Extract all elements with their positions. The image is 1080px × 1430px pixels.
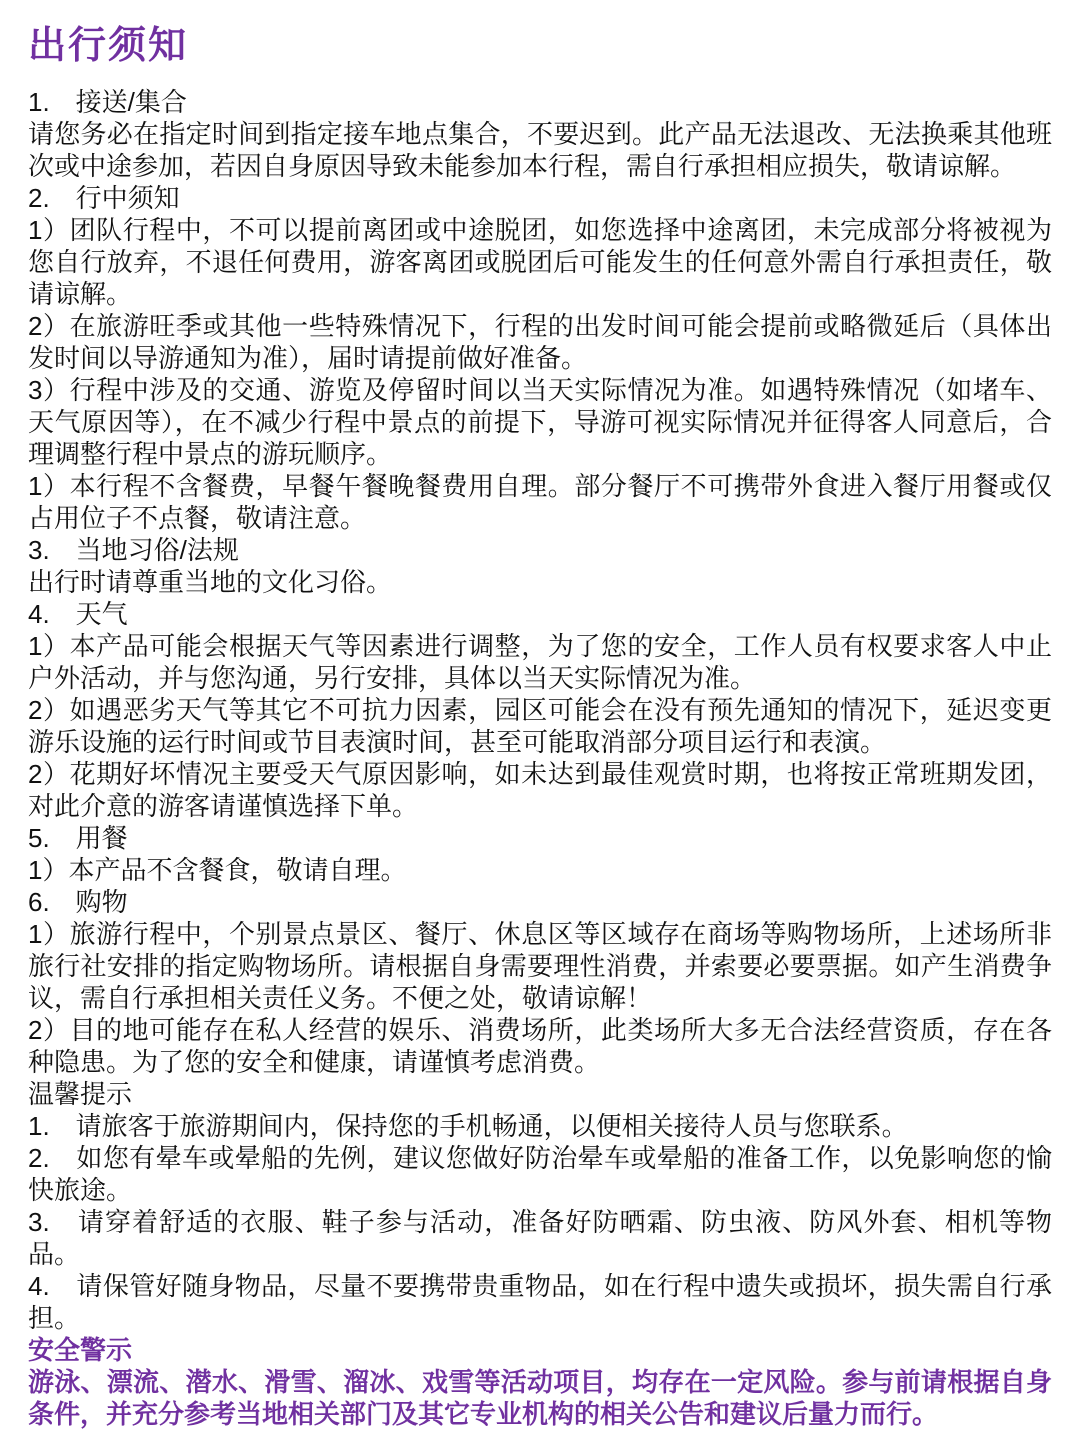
notice-paragraph: 温馨提示	[28, 1079, 133, 1109]
notice-paragraph: 1）本产品可能会根据天气等因素进行调整，为了您的安全，工作人员有权要求客人中止户外活动，并与您沟通，另行安排，具体以当天实际情况为准。	[28, 631, 1052, 693]
notice-paragraph: 1. 接送/集合	[28, 87, 187, 117]
notice-paragraph: 请您务必在指定时间到指定接车地点集合，不要迟到。此产品无法退改、无法换乘其他班次或中途参加，若因自身原因导致未能参加本行程，需自行承担相应损失，敬请谅解。	[28, 119, 1052, 181]
notice-paragraph: 2. 如您有晕车或晕船的先例，建议您做好防治晕车或晕船的准备工作，以免影响您的愉快旅途。	[28, 1143, 1052, 1205]
notice-paragraph: 2. 行中须知	[28, 183, 180, 213]
notice-paragraph: 1）团队行程中，不可以提前离团或中途脱团，如您选择中途离团，未完成部分将被视为您自行放弃，不退任何费用，游客离团或脱团后可能发生的任何意外需自行承担责任，敬请谅解。	[28, 215, 1052, 309]
notice-paragraph: 1. 请旅客于旅游期间内，保持您的手机畅通，以便相关接待人员与您联系。	[28, 1111, 908, 1141]
notice-paragraph: 1）本行程不含餐费，早餐午餐晚餐费用自理。部分餐厅不可携带外食进入餐厅用餐或仅占用位子不点餐，敬请注意。	[28, 471, 1052, 533]
notice-body	[28, 86, 1052, 1430]
safety-warning-paragraph: 游泳、漂流、潜水、滑雪、溜冰、戏雪等活动项目，均存在一定风险。参与前请根据自身条件，并充分参考当地相关部门及其它专业机构的相关公告和建议后量力而行。	[28, 1367, 1052, 1429]
notice-paragraph: 3. 请穿着舒适的衣服、鞋子参与活动，准备好防晒霜、防虫液、防风外套、相机等物品。	[28, 1207, 1052, 1269]
safety-warning-heading: 安全警示	[28, 1335, 133, 1365]
notice-paragraph: 2）目的地可能存在私人经营的娱乐、消费场所，此类场所大多无合法经营资质，存在各种隐患。为了您的安全和健康，请谨慎考虑消费。	[28, 1015, 1052, 1077]
notice-paragraph: 3. 当地习俗/法规	[28, 535, 239, 565]
page-title: 出行须知	[28, 25, 189, 67]
notice-paragraph: 2）如遇恶劣天气等其它不可抗力因素，园区可能会在没有预先通知的情况下，延迟变更游乐设施的运行时间或节目表演时间，甚至可能取消部分项目运行和表演。	[28, 695, 1052, 757]
notice-paragraph: 4. 请保管好随身物品，尽量不要携带贵重物品，如在行程中遗失或损坏，损失需自行承担。	[28, 1271, 1052, 1333]
notice-paragraph: 6. 购物	[28, 887, 128, 917]
notice-paragraph: 出行时请尊重当地的文化习俗。	[28, 567, 393, 597]
notice-paragraph: 1）本产品不含餐食，敬请自理。	[28, 855, 407, 885]
notice-paragraph: 2）在旅游旺季或其他一些特殊情况下，行程的出发时间可能会提前或略微延后（具体出发时间以导游通知为准），届时请提前做好准备。	[28, 311, 1052, 373]
notice-paragraph: 5. 用餐	[28, 823, 128, 853]
notice-paragraph: 1）旅游行程中，个别景点景区、餐厅、休息区等区域存在商场等购物场所，上述场所非旅行社安排的指定购物场所。请根据自身需要理性消费，并索要必要票据。如产生消费争议，需自行承担相关责任义务。不便之处，敬请谅解！	[28, 919, 1052, 1013]
notice-paragraph: 3）行程中涉及的交通、游览及停留时间以当天实际情况为准。如遇特殊情况（如堵车、天气原因等），在不减少行程中景点的前提下，导游可视实际情况并征得客人同意后，合理调整行程中景点的游玩顺序。	[28, 375, 1052, 469]
notice-paragraph: 4. 天气	[28, 599, 128, 629]
notice-paragraph: 2）花期好坏情况主要受天气原因影响，如未达到最佳观赏时期，也将按正常班期发团，对此介意的游客请谨慎选择下单。	[28, 759, 1052, 821]
